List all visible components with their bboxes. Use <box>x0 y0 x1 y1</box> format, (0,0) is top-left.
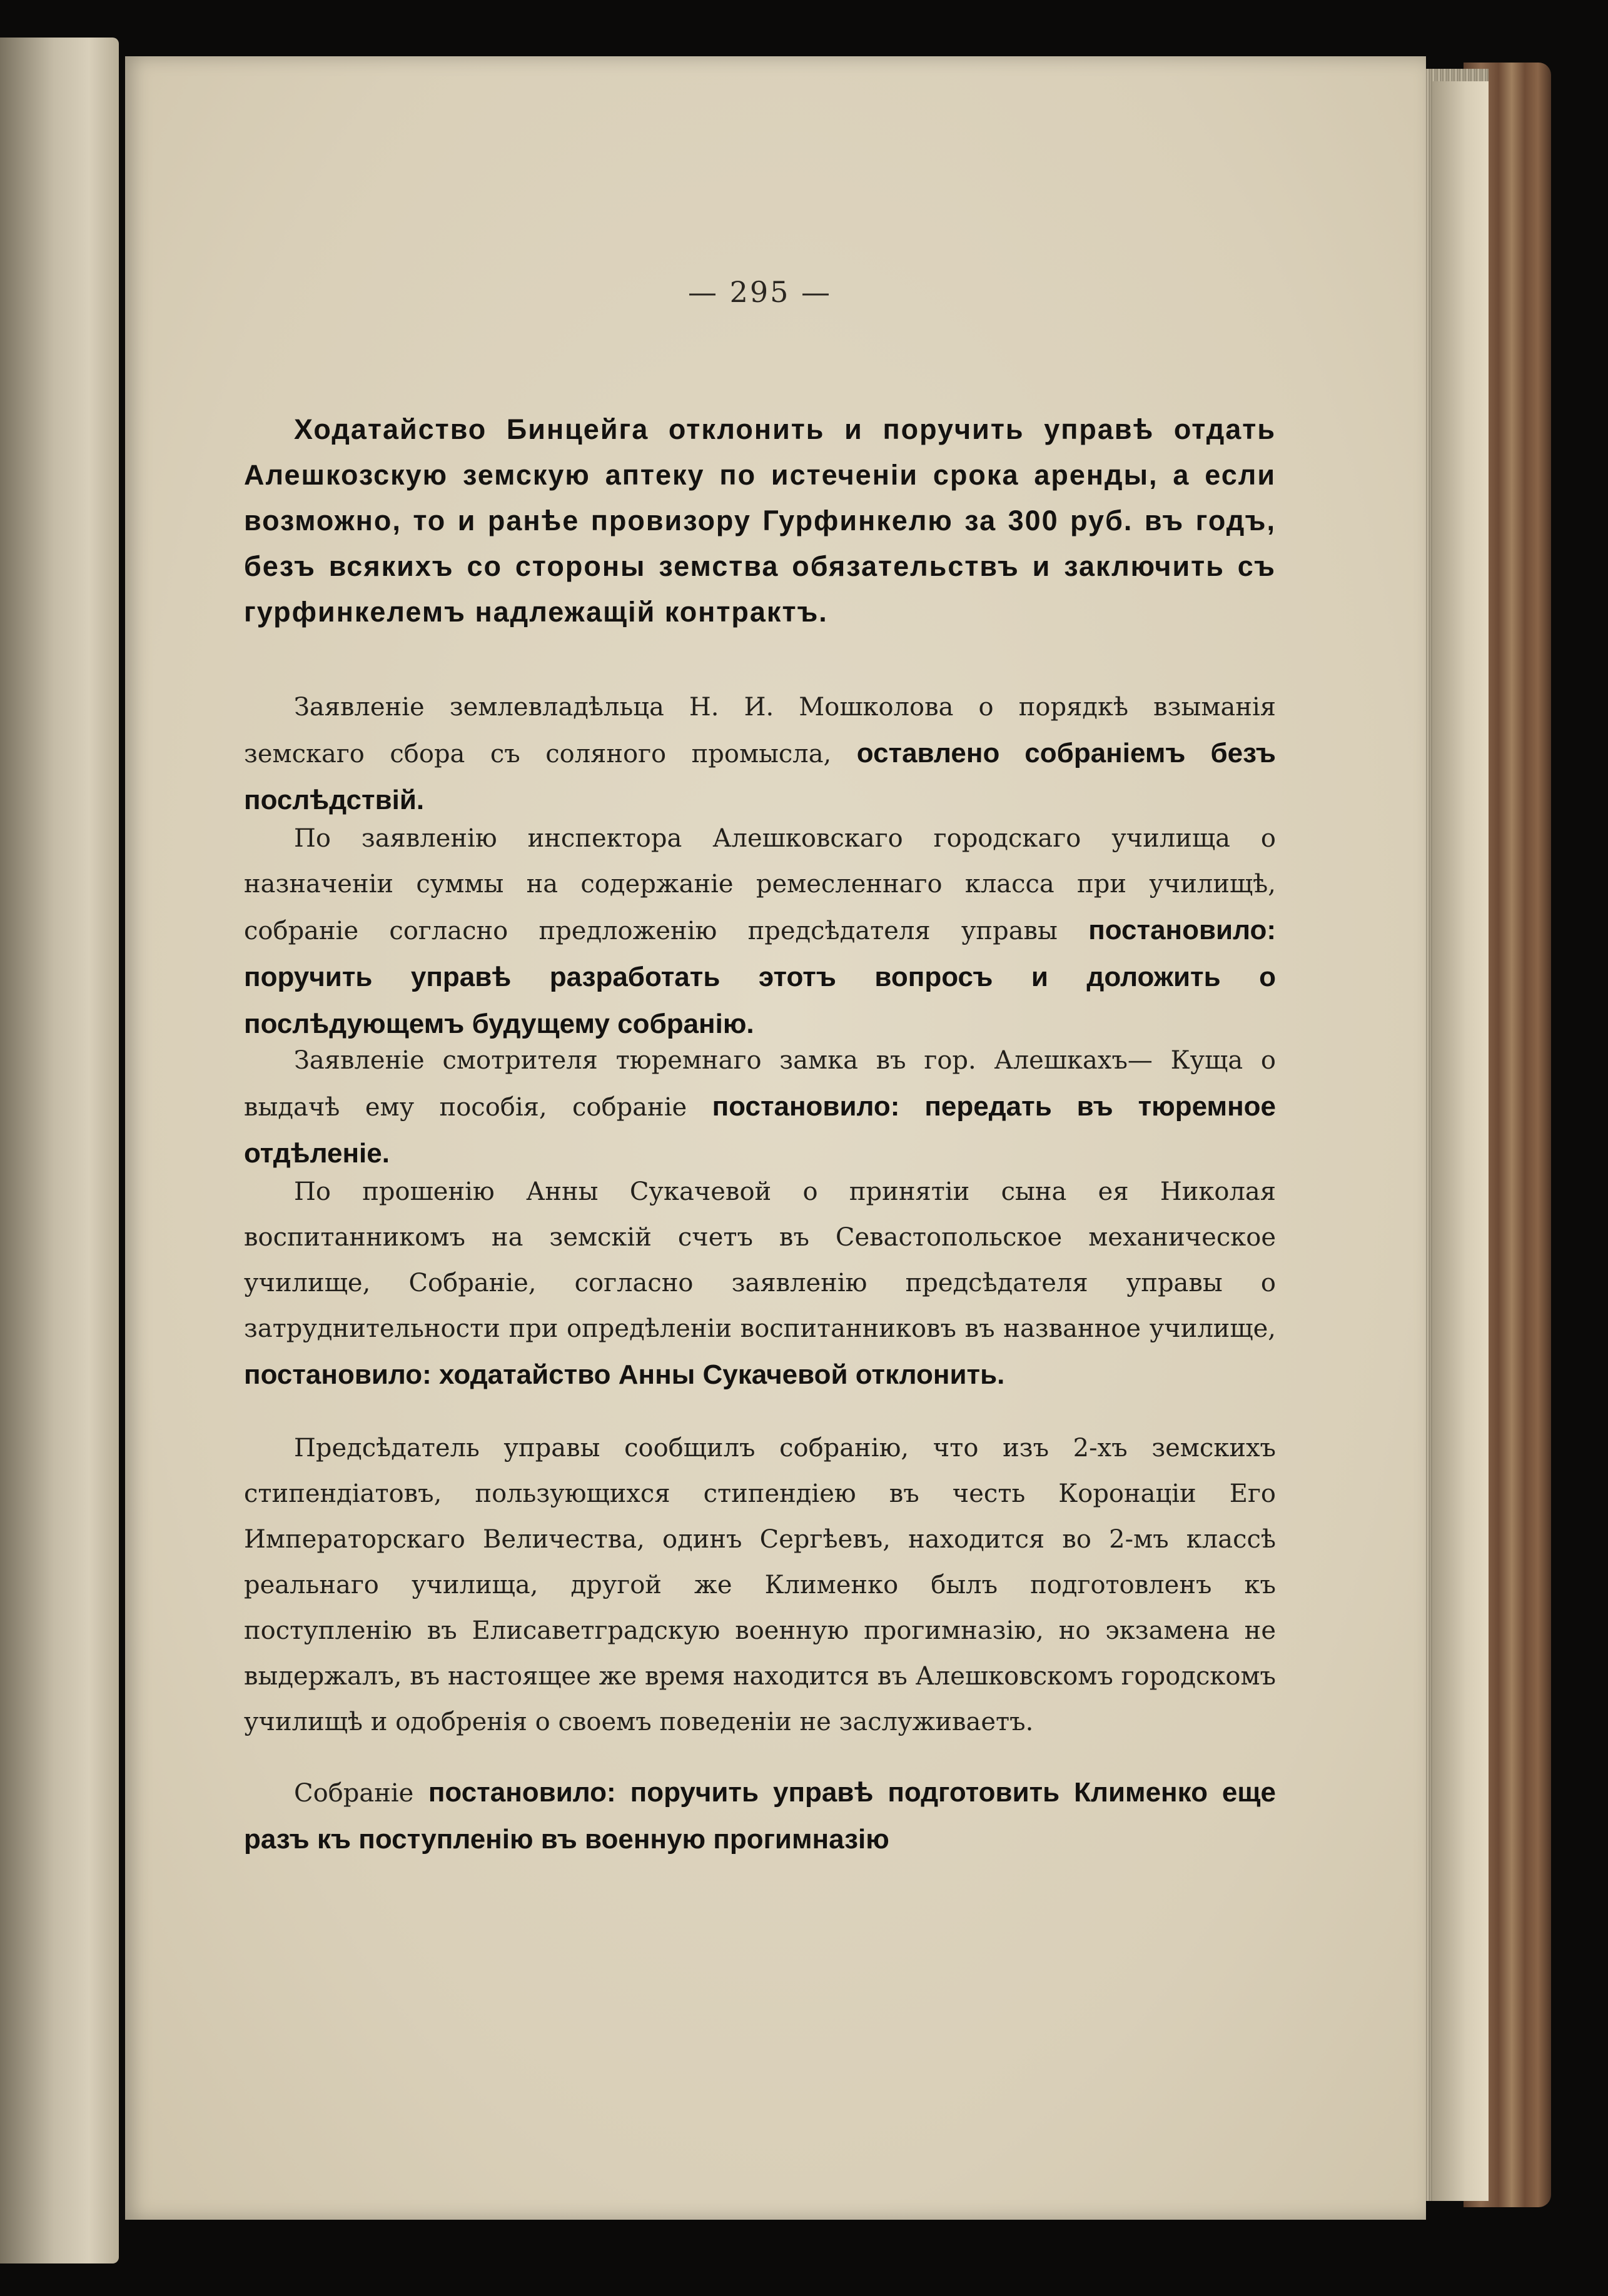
paragraph-7 <box>244 1770 1276 1863</box>
book-page <box>125 56 1426 2220</box>
paragraph-2-bold: оставлено собраніемъ безъ послѣдствій. <box>244 738 1276 815</box>
paragraph-2 <box>244 685 1276 824</box>
paragraph-6: Предсѣдатель управы сообщилъ собранію, что изъ 2-хъ земскихъ стипендіатовъ, пользующихся стипендіею въ честь Коронаціи Его Императорскаго Величества, одинъ Сергѣевъ, находится во 2-мъ классѣ реальнаго училища, другой же Клименко былъ подготовленъ къ поступленію въ Елисаветградскую военную прогимназію, но экзамена не выдержалъ, въ настоящее же время находится въ Алешковскомъ городскомъ училищѣ и одобренія о своемъ поведеніи не заслуживаетъ. <box>244 1434 1276 1736</box>
left-page-edge <box>0 38 119 2263</box>
paragraph-4 <box>244 1038 1276 1177</box>
paragraph-5-plain: По прошенію Анны Сукачевой о принятіи сына ея Николая воспитанникомъ на земскій счетъ въ Севастопольское механическое училище, Собраніе, согласно заявленію предсѣдателя управы о затруднительности при опредѣленіи воспитанниковъ въ названное училище, <box>244 1177 1276 1343</box>
paragraph-4-plain: Заявленіе смотрителя тюремнаго замка въ гор. Алешкахъ— Куща о выдачѣ ему пособія, собраніе <box>244 1046 1276 1122</box>
paragraph-4-bold: постановило: передать въ тюремное отдѣленіе. <box>244 1091 1277 1169</box>
paragraph-3 <box>244 816 1276 1048</box>
paragraph-7-bold: постановило: поручить управѣ подготовить Клименко еще разъ къ поступленію въ военную прогимназію <box>244 1777 1276 1855</box>
page-number: — 295 — <box>687 275 832 309</box>
paragraph-5-bold: постановило: ходатайство Анны Сукачевой отклонить. <box>244 1359 1005 1390</box>
paragraph-7-plain: Собраніе <box>294 1779 414 1808</box>
fore-edge-page <box>1432 81 1489 2201</box>
paragraph-2-plain: Заявленіе землевладѣльца Н. И. Мошколова о порядкѣ взыманія земскаго сбора съ соляного промысла, <box>244 693 1276 768</box>
paragraph-1: Ходатайство Бинцейга отклонить и поручить управѣ отдать Алешкозскую земскую аптеку по истеченіи срока аренды, а если возможно, то и ранѣе провизору Гурфинкелю за 300 руб. въ годъ, безъ всякихъ со стороны земства обязательствъ и заключить съ гурфинкелемъ надлежащій контрактъ. <box>244 413 1276 628</box>
paragraph-3-bold: постановило: поручить управѣ разработать этотъ вопросъ и доложить о послѣдующемъ будущему собранію. <box>244 915 1277 1039</box>
paragraph-3-plain: По заявленію инспектора Алешковскаго городскаго училища о назначеніи суммы на содержаніе ремесленнаго класса при училищѣ, собраніе согласно предложенію предсѣдателя управы <box>244 824 1276 945</box>
paragraph-5 <box>244 1169 1276 1399</box>
